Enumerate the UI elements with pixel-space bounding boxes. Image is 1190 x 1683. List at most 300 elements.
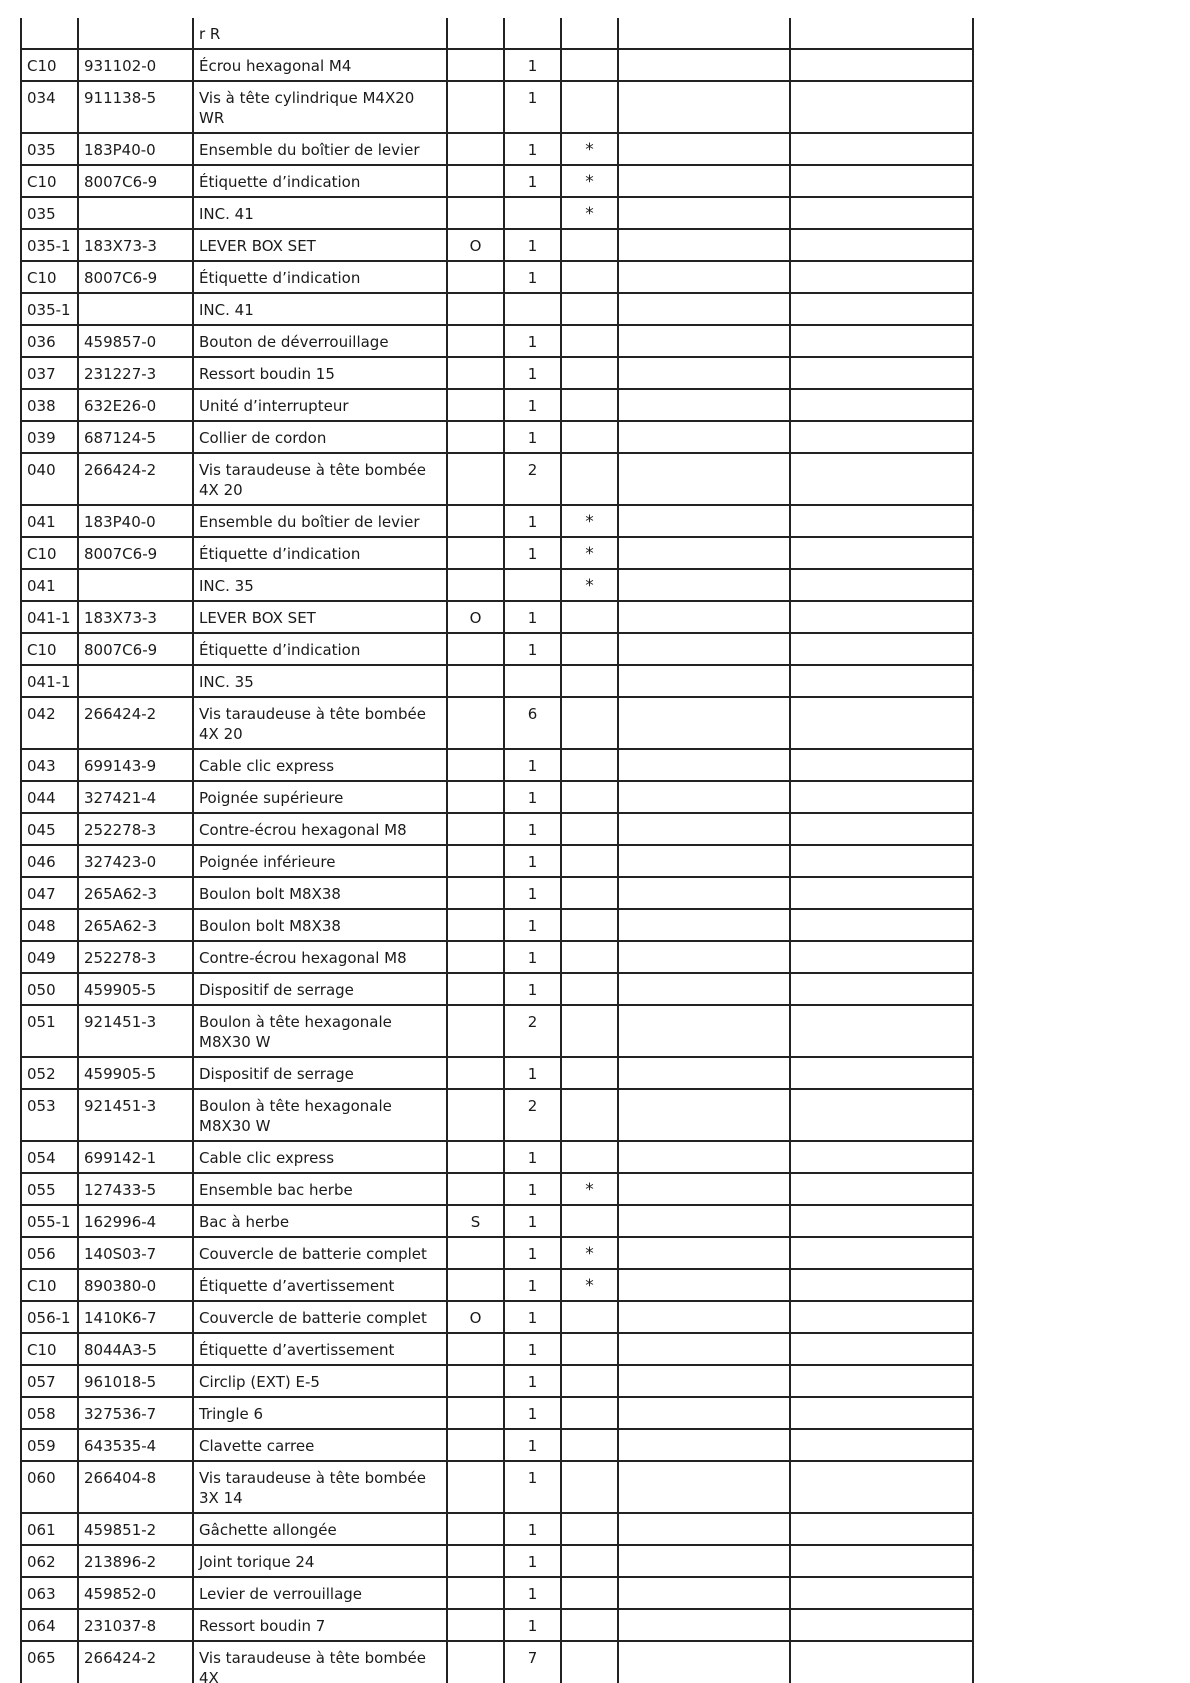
cell-extra-2 [790,1005,973,1057]
cell-description: Gâchette allongée [193,1513,447,1545]
cell-part-number: 183X73-3 [78,229,193,261]
cell-note [561,1365,618,1397]
cell-quantity: 1 [504,505,561,537]
cell-description: Couvercle de batterie complet [193,1301,447,1333]
cell-quantity [504,197,561,229]
cell-note [561,1429,618,1461]
cell-note [561,1609,618,1641]
cell-quantity: 1 [504,845,561,877]
cell-flag [447,505,504,537]
cell-item-no: 039 [21,421,78,453]
cell-extra-1 [618,1005,790,1057]
cell-flag [447,1641,504,1683]
cell-quantity: 1 [504,537,561,569]
cell-extra-2 [790,1609,973,1641]
cell-extra-2 [790,229,973,261]
cell-quantity: 1 [504,1205,561,1237]
cell-part-number: 459852-0 [78,1577,193,1609]
cell-extra-2 [790,1513,973,1545]
table-row [21,941,973,973]
cell-extra-1 [618,1333,790,1365]
cell-note [561,1005,618,1057]
table-row [21,325,973,357]
cell-quantity: 1 [504,601,561,633]
cell-extra-1 [618,1141,790,1173]
cell-flag [447,749,504,781]
cell-note [561,1301,618,1333]
cell-quantity [504,293,561,325]
cell-extra-2 [790,261,973,293]
cell-flag [447,197,504,229]
cell-description: Joint torique 24 [193,1545,447,1577]
table-row-continued [21,18,973,49]
cell-quantity: 1 [504,1545,561,1577]
cell-item-no: 042 [21,697,78,749]
cell-quantity: 1 [504,1269,561,1301]
cell-extra-2 [790,1089,973,1141]
cell-part-number: 961018-5 [78,1365,193,1397]
cell-part-number: 140S03-7 [78,1237,193,1269]
table-row [21,389,973,421]
table-row [21,1301,973,1333]
table-row [21,1429,973,1461]
cell-extra-2 [790,665,973,697]
cell-quantity [504,18,561,49]
cell-item-no [21,18,78,49]
cell-item-no: 035 [21,133,78,165]
cell-quantity: 1 [504,1333,561,1365]
table-row [21,1609,973,1641]
cell-quantity: 1 [504,941,561,973]
cell-item-no: 036 [21,325,78,357]
cell-quantity: 1 [504,229,561,261]
cell-extra-1 [618,569,790,601]
cell-item-no: 045 [21,813,78,845]
cell-note [561,749,618,781]
cell-extra-2 [790,537,973,569]
cell-quantity: 1 [504,1141,561,1173]
cell-extra-1 [618,165,790,197]
cell-description: Vis à tête cylindrique M4X20 WR [193,81,447,133]
table-row [21,697,973,749]
cell-flag [447,1461,504,1513]
cell-note [561,18,618,49]
cell-note [561,601,618,633]
cell-item-no: 040 [21,453,78,505]
cell-flag [447,325,504,357]
table-row [21,453,973,505]
cell-part-number: 252278-3 [78,813,193,845]
cell-part-number: 921451-3 [78,1089,193,1141]
cell-flag [447,1609,504,1641]
cell-quantity: 1 [504,973,561,1005]
cell-note [561,973,618,1005]
cell-extra-1 [618,1609,790,1641]
cell-note [561,877,618,909]
cell-item-no: 056 [21,1237,78,1269]
cell-flag [447,781,504,813]
cell-item-no: 035-1 [21,293,78,325]
cell-part-number: 183X73-3 [78,601,193,633]
cell-note [561,293,618,325]
cell-extra-2 [790,1237,973,1269]
cell-description: Contre-écrou hexagonal M8 [193,813,447,845]
cell-extra-1 [618,813,790,845]
table-row [21,1545,973,1577]
cell-extra-2 [790,1173,973,1205]
table-row [21,665,973,697]
cell-flag [447,165,504,197]
cell-item-no: 035 [21,197,78,229]
cell-item-no: 064 [21,1609,78,1641]
cell-extra-1 [618,1269,790,1301]
cell-flag [447,1269,504,1301]
cell-flag [447,1429,504,1461]
cell-flag [447,1577,504,1609]
cell-quantity: 1 [504,781,561,813]
cell-extra-1 [618,1057,790,1089]
table-row [21,1237,973,1269]
cell-part-number: 699142-1 [78,1141,193,1173]
cell-note [561,1333,618,1365]
cell-description: Tringle 6 [193,1397,447,1429]
cell-extra-1 [618,1237,790,1269]
cell-item-no: 043 [21,749,78,781]
cell-flag [447,453,504,505]
cell-note: * [561,165,618,197]
cell-note [561,665,618,697]
table-row [21,1577,973,1609]
cell-note [561,941,618,973]
cell-part-number: 459851-2 [78,1513,193,1545]
cell-note: * [561,1173,618,1205]
cell-extra-2 [790,697,973,749]
table-row [21,537,973,569]
cell-quantity: 1 [504,325,561,357]
cell-quantity: 1 [504,49,561,81]
cell-quantity [504,665,561,697]
cell-flag [447,81,504,133]
cell-part-number: 266424-2 [78,453,193,505]
cell-extra-2 [790,1397,973,1429]
table-row [21,505,973,537]
cell-part-number: 931102-0 [78,49,193,81]
cell-description: Étiquette d’indication [193,633,447,665]
cell-part-number: 327536-7 [78,1397,193,1429]
cell-flag [447,1057,504,1089]
cell-flag: S [447,1205,504,1237]
table-row [21,421,973,453]
cell-flag [447,49,504,81]
cell-note [561,453,618,505]
cell-note [561,357,618,389]
table-row [21,569,973,601]
cell-extra-1 [618,845,790,877]
cell-extra-2 [790,1545,973,1577]
cell-note [561,261,618,293]
cell-note [561,813,618,845]
cell-item-no: 061 [21,1513,78,1545]
cell-flag [447,133,504,165]
cell-description: Boulon à tête hexagonale M8X30 W [193,1005,447,1057]
cell-description: Vis taraudeuse à tête bombée 4X 20 [193,697,447,749]
table-row [21,1365,973,1397]
cell-flag [447,569,504,601]
cell-item-no: 048 [21,909,78,941]
cell-part-number [78,569,193,601]
cell-note [561,845,618,877]
cell-description: Clavette carree [193,1429,447,1461]
cell-quantity: 1 [504,1609,561,1641]
cell-note [561,909,618,941]
cell-extra-1 [618,749,790,781]
cell-description: LEVER BOX SET [193,229,447,261]
cell-description: Circlip (EXT) E-5 [193,1365,447,1397]
cell-extra-1 [618,781,790,813]
table-row [21,133,973,165]
cell-quantity: 1 [504,389,561,421]
cell-extra-1 [618,1545,790,1577]
table-row [21,973,973,1005]
cell-flag [447,1237,504,1269]
table-row [21,1005,973,1057]
cell-flag [447,1141,504,1173]
cell-description: Ressort boudin 15 [193,357,447,389]
cell-extra-1 [618,133,790,165]
cell-part-number: 632E26-0 [78,389,193,421]
cell-description: Vis taraudeuse à tête bombée 4X 20 [193,453,447,505]
cell-description: INC. 35 [193,665,447,697]
cell-extra-1 [618,1397,790,1429]
cell-extra-1 [618,973,790,1005]
cell-note [561,229,618,261]
cell-description: Écrou hexagonal M4 [193,49,447,81]
cell-quantity: 1 [504,357,561,389]
cell-note [561,1397,618,1429]
cell-note [561,1461,618,1513]
cell-note [561,389,618,421]
cell-flag [447,1333,504,1365]
table-row [21,357,973,389]
cell-extra-1 [618,601,790,633]
cell-extra-2 [790,909,973,941]
cell-note [561,781,618,813]
cell-description: Ensemble bac herbe [193,1173,447,1205]
cell-quantity: 7 [504,1641,561,1683]
cell-extra-1 [618,537,790,569]
cell-item-no: 051 [21,1005,78,1057]
cell-item-no: 041 [21,569,78,601]
cell-quantity: 1 [504,1577,561,1609]
cell-quantity: 1 [504,1461,561,1513]
cell-part-number: 265A62-3 [78,877,193,909]
cell-note [561,1141,618,1173]
cell-part-number: 8007C6-9 [78,537,193,569]
cell-note [561,633,618,665]
cell-note: * [561,197,618,229]
cell-part-number: 8007C6-9 [78,165,193,197]
cell-quantity: 1 [504,813,561,845]
table-row [21,633,973,665]
cell-extra-2 [790,357,973,389]
cell-flag [447,1365,504,1397]
cell-flag [447,697,504,749]
table-row [21,1461,973,1513]
cell-note: * [561,569,618,601]
cell-extra-2 [790,1365,973,1397]
cell-description: Bouton de déverrouillage [193,325,447,357]
cell-item-no: 052 [21,1057,78,1089]
cell-item-no: C10 [21,165,78,197]
cell-part-number: 213896-2 [78,1545,193,1577]
cell-flag [447,293,504,325]
cell-extra-2 [790,1301,973,1333]
table-row [21,749,973,781]
table-row [21,81,973,133]
table-row [21,781,973,813]
table-row [21,293,973,325]
cell-flag [447,877,504,909]
cell-item-no: C10 [21,261,78,293]
cell-description: LEVER BOX SET [193,601,447,633]
cell-part-number: 699143-9 [78,749,193,781]
cell-description: Bac à herbe [193,1205,447,1237]
cell-quantity: 2 [504,1005,561,1057]
cell-part-number: 183P40-0 [78,505,193,537]
cell-part-number: 8044A3-5 [78,1333,193,1365]
cell-description: Cable clic express [193,1141,447,1173]
cell-flag [447,633,504,665]
cell-extra-2 [790,49,973,81]
cell-note [561,1513,618,1545]
table-row [21,1141,973,1173]
cell-quantity: 1 [504,1513,561,1545]
cell-extra-2 [790,505,973,537]
table-row [21,845,973,877]
cell-extra-1 [618,1365,790,1397]
cell-item-no: 035-1 [21,229,78,261]
cell-extra-1 [618,1429,790,1461]
cell-part-number: 8007C6-9 [78,261,193,293]
cell-part-number: 183P40-0 [78,133,193,165]
cell-part-number: 231037-8 [78,1609,193,1641]
cell-item-no: 062 [21,1545,78,1577]
cell-description: Vis taraudeuse à tête bombée 4X [193,1641,447,1683]
cell-extra-2 [790,197,973,229]
cell-part-number: 459905-5 [78,973,193,1005]
cell-quantity: 1 [504,1237,561,1269]
cell-item-no: 054 [21,1141,78,1173]
cell-extra-1 [618,81,790,133]
table-row [21,1269,973,1301]
cell-note [561,1205,618,1237]
cell-extra-2 [790,1205,973,1237]
cell-item-no: 055-1 [21,1205,78,1237]
cell-extra-2 [790,1429,973,1461]
cell-extra-1 [618,453,790,505]
cell-part-number: 266424-2 [78,1641,193,1683]
cell-extra-1 [618,421,790,453]
cell-extra-2 [790,133,973,165]
cell-extra-2 [790,81,973,133]
cell-item-no: 038 [21,389,78,421]
table-row [21,1205,973,1237]
cell-extra-1 [618,665,790,697]
cell-quantity: 1 [504,261,561,293]
cell-extra-1 [618,18,790,49]
cell-part-number: 266404-8 [78,1461,193,1513]
cell-description: Collier de cordon [193,421,447,453]
cell-description: Étiquette d’indication [193,537,447,569]
cell-item-no: 046 [21,845,78,877]
cell-quantity: 1 [504,165,561,197]
cell-flag [447,813,504,845]
cell-item-no: C10 [21,1269,78,1301]
cell-flag [447,973,504,1005]
cell-extra-1 [618,1641,790,1683]
cell-item-no: 041-1 [21,601,78,633]
cell-extra-1 [618,941,790,973]
table-row [21,197,973,229]
cell-description: INC. 35 [193,569,447,601]
cell-description: Étiquette d’avertissement [193,1333,447,1365]
cell-extra-1 [618,1513,790,1545]
cell-flag [447,421,504,453]
cell-extra-1 [618,261,790,293]
cell-quantity: 1 [504,1301,561,1333]
cell-flag [447,537,504,569]
cell-flag [447,18,504,49]
table-row [21,1513,973,1545]
cell-extra-2 [790,421,973,453]
cell-description: Poignée inférieure [193,845,447,877]
cell-description: Étiquette d’avertissement [193,1269,447,1301]
cell-extra-1 [618,293,790,325]
table-row [21,49,973,81]
table-row [21,1057,973,1089]
cell-quantity: 2 [504,1089,561,1141]
cell-part-number: 327421-4 [78,781,193,813]
cell-description: Poignée supérieure [193,781,447,813]
cell-extra-1 [618,505,790,537]
cell-quantity [504,569,561,601]
table-row [21,601,973,633]
cell-note: * [561,1237,618,1269]
cell-extra-2 [790,1141,973,1173]
cell-part-number: 1410K6-7 [78,1301,193,1333]
cell-extra-1 [618,1173,790,1205]
cell-item-no: 059 [21,1429,78,1461]
cell-note: * [561,133,618,165]
cell-extra-2 [790,1641,973,1683]
cell-flag [447,1545,504,1577]
cell-extra-2 [790,453,973,505]
cell-extra-1 [618,357,790,389]
cell-extra-2 [790,749,973,781]
cell-quantity: 6 [504,697,561,749]
cell-extra-2 [790,941,973,973]
table-row [21,813,973,845]
cell-flag: O [447,1301,504,1333]
cell-flag: O [447,229,504,261]
cell-part-number: 911138-5 [78,81,193,133]
cell-item-no: 034 [21,81,78,133]
cell-part-number: 266424-2 [78,697,193,749]
cell-extra-2 [790,973,973,1005]
cell-description: Boulon bolt M8X38 [193,877,447,909]
cell-item-no: 041 [21,505,78,537]
cell-item-no: 055 [21,1173,78,1205]
